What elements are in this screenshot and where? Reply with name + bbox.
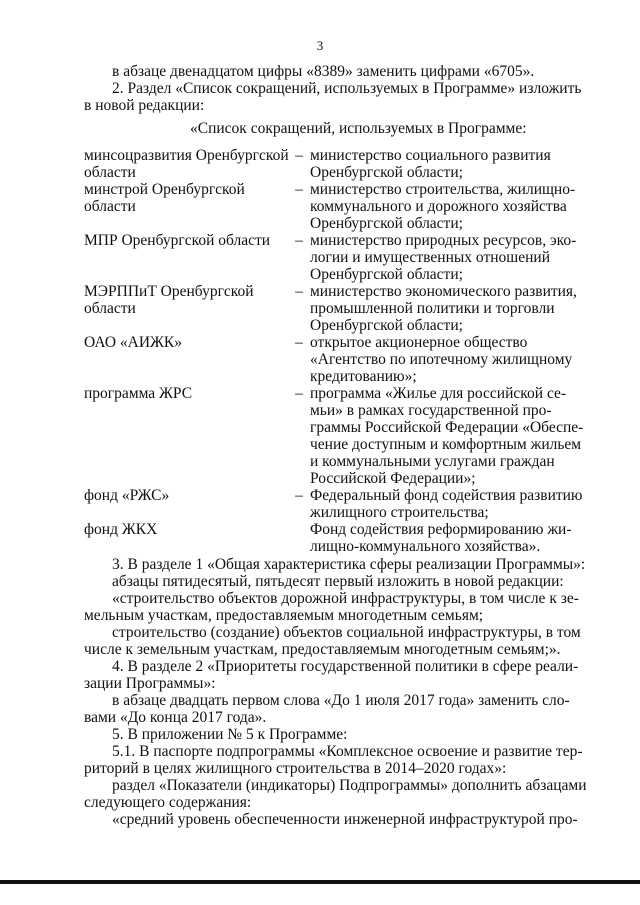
body-line: риторий в целях жилищного строительства в 2014–2020 годах»: [84,760,507,777]
abbr-definition: министерство строительства, жилищно- [310,181,576,198]
body-line: мельным участкам, предоставляемым многодетным семьям; [84,607,484,624]
body-line: вами «До конца 2017 года». [84,709,267,726]
abbr-definition: «Агентство по ипотечному жилищному [310,351,573,368]
body-line: в абзаце двадцать первом слова «До 1 июля 2017 года» заменить сло- [112,692,570,709]
abbr-definition: лищно-коммунального хозяйства». [310,538,541,555]
abbr-dash: – [295,147,303,164]
abbr-term: ОАО «АИЖК» [84,334,183,351]
body-line: раздел «Показатели (индикаторы) Подпрограммы» дополнить абзацами [112,777,587,794]
abbr-dash: – [295,283,303,300]
abbr-definition: министерство экономического развития, [310,283,577,300]
abbr-definition: Фонд содействия реформированию жи- [310,521,572,538]
abbr-definition: логии и имущественных отношений [310,249,550,266]
abbr-dash: – [295,232,303,249]
abbr-definition: мьи» в рамках государственной про- [310,402,552,419]
abbr-definition: чение доступным и комфортным жильем [310,436,582,453]
abbr-definition: министерство социального развития [310,147,551,164]
abbr-definition: Российской Федерации»; [310,470,476,487]
body-line: «строительство объектов дорожной инфраструктуры, в том числе к зе- [112,590,579,607]
abbr-term: области [84,300,136,317]
list-heading: «Список сокращений, используемых в Программе: [190,120,527,137]
abbr-definition: открытое акционерное общество [310,334,528,351]
body-line: строительство (создание) объектов социальной инфраструктуры, в том [112,624,581,641]
intro-line-2: 2. Раздел «Список сокращений, используемых в Программе» изложить [112,80,582,97]
abbr-term: фонд «РЖС» [84,487,170,504]
abbr-term: фонд ЖКХ [84,521,158,538]
abbr-dash: – [295,487,303,504]
abbr-term: МПР Оренбургской области [84,232,271,249]
body-line: 5. В приложении № 5 к Программе: [112,726,348,743]
abbr-term: МЭРППиТ Оренбургской [84,283,254,300]
abbr-definition: Оренбургской области; [310,164,463,181]
body-line: 3. В разделе 1 «Общая характеристика сферы реализации Программы»: [112,556,586,573]
page-number: 3 [316,38,324,53]
abbr-definition: Оренбургской области; [310,215,463,232]
abbr-definition: Оренбургской области; [310,266,463,283]
body-line: числе к земельным участкам, предоставляемым многодетным семьям;». [84,641,561,658]
body-line: следующего содержания: [84,794,252,811]
abbr-term: минстрой Оренбургской [84,181,245,198]
abbr-term: области [84,164,136,181]
intro-line-3: в новой редакции: [84,97,205,114]
abbr-definition: коммунального и дорожного хозяйства [310,198,567,215]
abbr-dash: – [295,334,303,351]
body-line: «средний уровень обеспеченности инженерной инфраструктурой про- [112,811,578,828]
abbr-definition: и коммунальными услугами граждан [310,453,555,470]
abbr-definition: кредитованию»; [310,368,417,385]
abbr-definition: Оренбургской области; [310,317,463,334]
abbr-definition: промышленной политики и торговли [310,300,555,317]
abbr-term: области [84,198,136,215]
abbr-definition: Федеральный фонд содействия развитию [310,487,583,504]
body-line: 5.1. В паспорте подпрограммы «Комплексное освоение и развитие тер- [112,743,583,760]
abbr-definition: граммы Российской Федерации «Обеспе- [310,419,584,436]
body-line: 4. В разделе 2 «Приоритеты государственной политики в сфере реали- [112,658,579,675]
abbr-dash: – [295,181,303,198]
abbr-definition: жилищного строительства; [310,504,489,521]
abbr-term: минсоцразвития Оренбургской [84,147,289,164]
abbr-definition: министерство природных ресурсов, эко- [310,232,577,249]
abbr-term: программа ЖРС [84,385,193,402]
body-line: абзацы пятидесятый, пятьдесят первый изложить в новой редакции: [112,573,564,590]
page-bottom-rule [0,880,640,884]
abbr-dash: – [295,385,303,402]
intro-line-1: в абзаце двенадцатом цифры «8389» заменить цифрами «6705». [112,63,535,80]
body-line: зации Программы»: [84,675,216,692]
abbr-definition: программа «Жилье для российской се- [310,385,567,402]
